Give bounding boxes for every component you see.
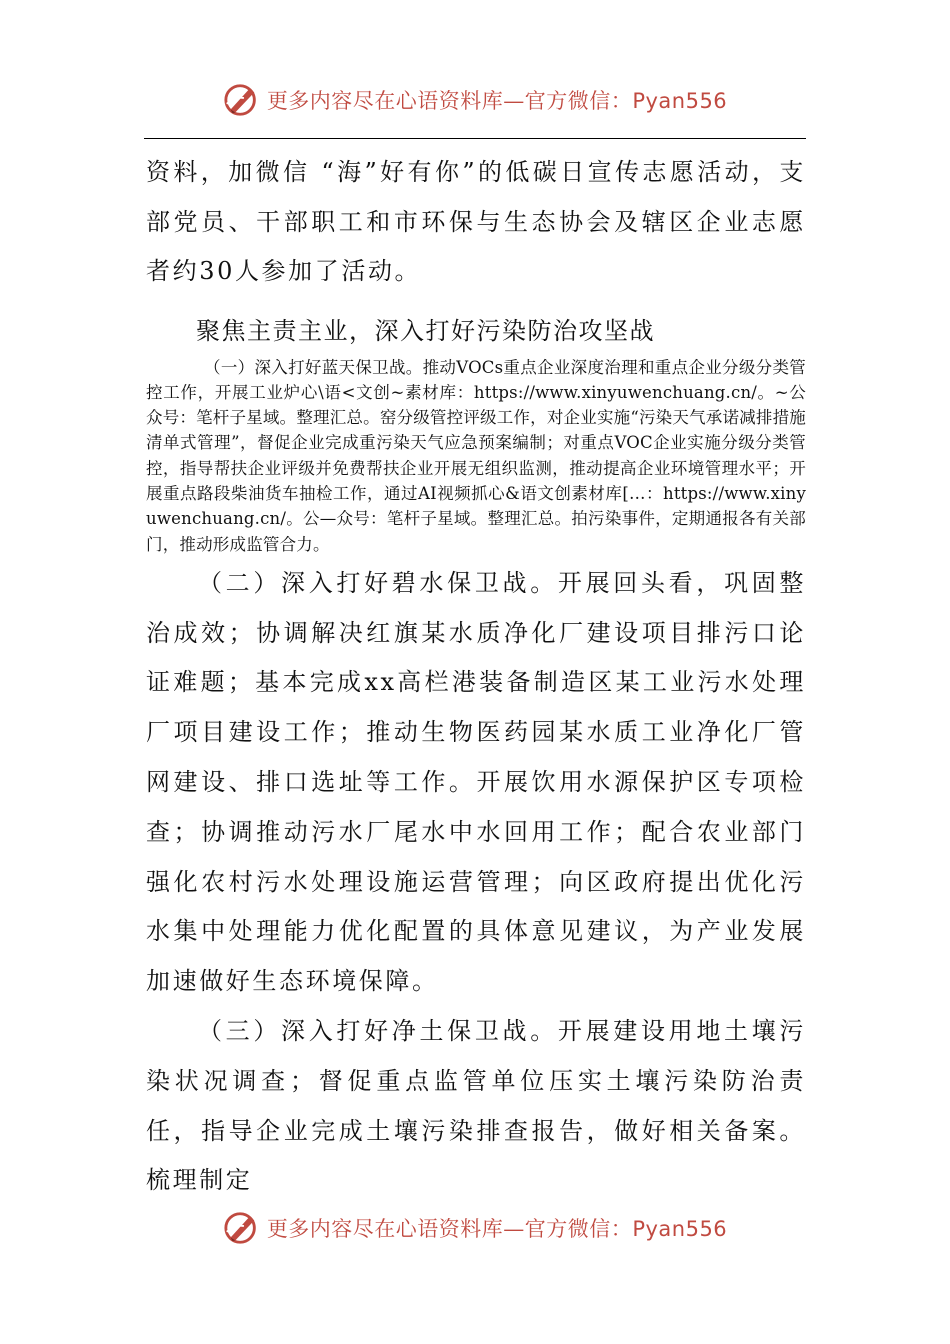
- paragraph-item-2: （二）深入打好碧水保卫战。开展回头看，巩固整治成效；协调解决红旗某水质净化厂建设项目排污口论证难题；基本完成xx高栏港装备制造区某工业污水处理厂项目建设工作；推动生物医药园某水质工业净化厂管网建设、排口选址等工作。开展饮用水源保护区专项检查；协调推动污水厂尾水中水回用工作；配合农业部门强化农村污水处理设施运营管理；向区政府提出优化污水集中处理能力优化配置的具体意见建议，为产业发展加速做好生态环境保障。: [146, 568, 806, 996]
- footer-wechat-id: Pyan556: [632, 1217, 728, 1241]
- footer-banner: [0, 1206, 950, 1250]
- footer-banner-text: 更多内容尽在心语资料库—官方微信：Pyan556: [266, 1217, 728, 1241]
- section-heading: 聚焦主责主业，深入打好污染防治攻坚战: [196, 316, 655, 345]
- document-body: [146, 148, 806, 1206]
- paragraph-continuation: 资料，加微信 “海”好有你”的低碳日宣传志愿活动，支部党员、干部职工和市环保与生态协会及辖区企业志愿者约30人参加了活动。: [146, 158, 806, 285]
- header-banner-text: 更多内容尽在心语资料库—官方微信：Pyan556: [266, 89, 728, 113]
- header-banner: [0, 78, 950, 122]
- header-wechat-id: Pyan556: [632, 89, 728, 113]
- pen-logo-icon: [223, 81, 261, 119]
- paragraph-item-3: （三）深入打好净土保卫战。开展建设用地土壤污染状况调查；督促重点监管单位压实土壤污染防治责任，指导企业完成土壤污染排查报告，做好相关备案。梳理制定: [146, 1017, 806, 1195]
- paragraph-item-1: （一）深入打好蓝天保卫战。推动VOCs重点企业深度治理和重点企业分级分类管控工作，开展工业炉心\语<文创~素材库：https://www.xinyuwenchuang.cn/。~公众号：笔杆子星域。整理汇总。窑分级管控评级工作，对企业实施“污染天气承诺减排措施清单式管理”，督促企业完成重污染天气应急预案编制；对重点VOC企业实施分级分类管控，指导帮扶企业评级并免费帮扶企业开展无组织监测，推动提高企业环境管理水平；开展重点路段柴油货车抽检工作，通过AI视频抓心&语文创素材库[…：https://www.xinyuwenchuang.cn/。公—众号：笔杆子星域。整理汇总。拍污染事件，定期通报各有关部门，推动形成监管合力。: [146, 357, 806, 554]
- pen-logo-icon: [223, 1209, 261, 1247]
- header-rule: [144, 138, 806, 139]
